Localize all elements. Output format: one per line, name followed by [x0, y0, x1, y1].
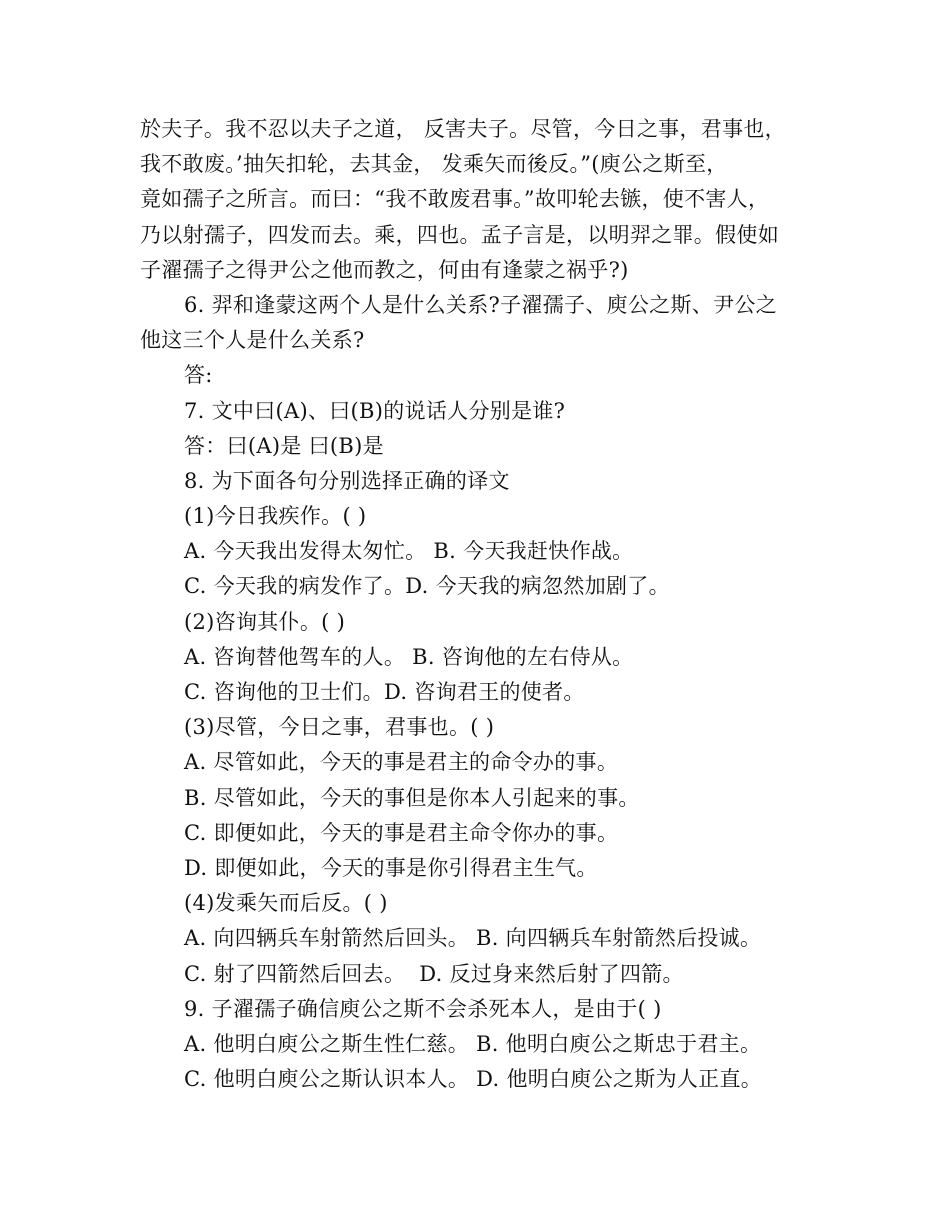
- question-8-item-1-stem: (1)今日我疾作。( ): [184, 504, 367, 529]
- question-8-item-3-option: B. 尽管如此，今天的事但是你本人引起来的事。: [184, 785, 640, 810]
- question-8-item-4-option: A. 向四辆兵车射箭然后回头。 B. 向四辆兵车射箭然后投诚。: [184, 926, 762, 951]
- question-7-prompt: 7. 文中曰(A)、曰(B)的说话人分别是谁?: [184, 398, 566, 423]
- question-7-answer: 答：曰(A)是 曰(B)是: [184, 433, 384, 458]
- question-8-item-3-option: A. 尽管如此，今天的事是君主的命令办的事。: [184, 750, 619, 775]
- question-8-item-2-option: A. 咨询替他驾车的人。 B. 咨询他的左右侍从。: [184, 644, 634, 669]
- passage-line: 竟如孺子之所言。而曰：“我不敢废君事。”故叩轮去镞，使不害人，: [140, 187, 770, 212]
- question-9-prompt: 9. 子濯孺子确信庾公之斯不会杀死本人，是由于( ): [184, 996, 662, 1021]
- question-9-option: A. 他明白庾公之斯生性仁慈。 B. 他明白庾公之斯忠于君主。: [184, 1031, 762, 1056]
- question-8-item-2-option: C. 咨询他的卫士们。D. 咨询君王的使者。: [184, 680, 585, 704]
- question-6-answer: 答:: [184, 363, 213, 388]
- question-6-prompt: 6. 羿和逢蒙这两个人是什么关系?子濯孺子、庾公之斯、尹公之: [184, 292, 777, 317]
- text-block: [140, 112, 830, 1097]
- passage-line: 我不敢废。’抽矢扣轮，去其金， 发乘矢而後反。”(庾公之斯至，: [140, 152, 728, 177]
- question-9-option: C. 他明白庾公之斯认识本人。 D. 他明白庾公之斯为人正直。: [184, 1067, 763, 1092]
- question-8-item-1-option: A. 今天我出发得太匆忙。 B. 今天我赶快作战。: [184, 539, 634, 564]
- question-8-prompt: 8. 为下面各句分别选择正确的译文: [184, 468, 510, 493]
- question-8-item-2-stem: (2)咨询其仆。( ): [184, 609, 346, 634]
- question-8-item-3-option: D. 即便如此，今天的事是你引得君主生气。: [184, 855, 598, 880]
- passage-line: 子濯孺子之得尹公之他而教之，何由有逢蒙之祸乎?): [140, 257, 629, 282]
- question-6-prompt-continued: 他这三个人是什么关系?: [140, 328, 365, 353]
- question-8-item-1-option: C. 今天我的病发作了。D. 今天我的病忽然加剧了。: [184, 574, 670, 599]
- passage-line: 於夫子。我不忍以夫子之道， 反害夫子。尽管，今日之事，君事也，: [140, 117, 786, 141]
- question-8-item-4-stem: (4)发乘矢而后反。( ): [184, 891, 388, 916]
- question-8-item-3-option: C. 即便如此，今天的事是君主命令你办的事。: [184, 820, 619, 845]
- question-8-item-3-stem: (3)尽管，今日之事，君事也。( ): [184, 715, 495, 740]
- passage-line: 乃以射孺子，四发而去。乘，四也。孟子言是，以明羿之罪。假使如: [140, 222, 779, 247]
- question-8-item-4-option: C. 射了四箭然后回去。 D. 反过身来然后射了四箭。: [184, 961, 684, 986]
